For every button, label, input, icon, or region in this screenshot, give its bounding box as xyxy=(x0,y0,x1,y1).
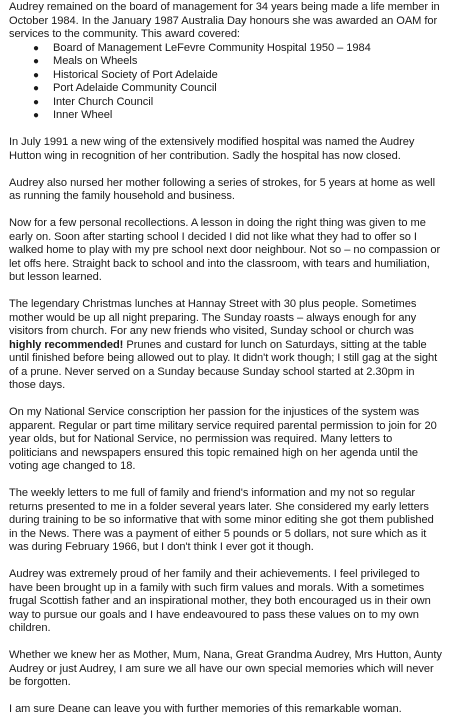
list-item xyxy=(33,82,443,96)
paragraph-gap xyxy=(9,393,443,407)
bullet-icon: ● xyxy=(33,83,39,94)
bullet-icon: ● xyxy=(33,69,39,81)
list-item xyxy=(33,96,443,110)
bullet-icon: ● xyxy=(33,96,39,108)
list-item-label: Board of Management LeFevre Community Hospital 1950 – 1984 xyxy=(53,41,371,54)
paragraph-gap xyxy=(9,555,443,569)
list-item-label: Port Adelaide Community Council xyxy=(53,82,217,94)
bullet-icon: ● xyxy=(33,42,39,54)
paragraph-recollections: Now for a few personal recollections. A lesson in doing the right thing was given to me early on. Soon after starting school I decided I did not like what they had to offer so I walked home to play with my pre school next door neighbour. Not so – no compassion or let offs here. Straight back to school and into the classroom, with tears and humiliation, but lesson learned. xyxy=(9,217,441,283)
paragraph-gap xyxy=(9,690,443,704)
list-item xyxy=(33,69,443,83)
list-item xyxy=(33,109,443,123)
paragraph-gap xyxy=(9,285,443,299)
paragraph-christmas-lunches xyxy=(9,298,443,393)
list-item xyxy=(33,42,443,56)
paragraph-gap xyxy=(9,163,443,177)
paragraph-gap xyxy=(9,474,443,488)
paragraph-gap xyxy=(9,123,443,137)
paragraph-board-oam: Audrey remained on the board of management for 34 years being made a life member in October 1984. In the January 1987 Australia Day honours she was awarded an OAM for services to the community. This award covered: xyxy=(9,1,440,40)
list-item-label: Meals on Wheels xyxy=(53,55,138,67)
paragraph-national-service: On my National Service conscription her passion for the injustices of the system was apparent. Regular or part time military service required parental permission to join for 20 year olds, but for National Service, no permission was required. Many letters to politicians and newspapers ensured this topic remained high on her agenda until the voting age changed to 18. xyxy=(9,406,437,472)
list-item-label: Inter Church Council xyxy=(53,95,154,108)
paragraph-gap xyxy=(9,204,443,218)
paragraph-memories: Whether we knew her as Mother, Mum, Nana, Great Grandma Audrey, Mrs Hutton, Aunty Audrey or just Audrey, I am sure we all have our own special memories which will never be forgotten. xyxy=(9,649,442,688)
paragraph-gap xyxy=(9,636,443,650)
paragraph-hospital-wing: In July 1991 a new wing of the extensively modified hospital was named the Audrey Hutton wing in recognition of her contribution. Sadly the hospital has now closed. xyxy=(9,136,415,162)
list-item-label: Historical Society of Port Adelaide xyxy=(53,68,218,81)
award-list xyxy=(9,42,443,123)
paragraph-nursing-mother: Audrey also nursed her mother following a series of strokes, for 5 years at home as well as running the family household and business. xyxy=(9,176,435,202)
paragraph-weekly-letters: The weekly letters to me full of family and friend's information and my not so regular returns presented to me in a folder several years later. She considered my early letters during training to be so informative that with some minor editing she got them published in the News. There was a payment of either 5 pounds or 5 dollars, not sure which as it was during February 1966, but I don't think I ever got it though. xyxy=(9,487,434,553)
bullet-icon: ● xyxy=(33,56,39,67)
emphasis-text: highly recommended! xyxy=(9,338,124,351)
paragraph-text: The legendary Christmas lunches at Hannay Street with 30 plus people. Sometimes mother would be up all night preparing. The Sunday roasts – always enough for any visitors from church. For any new friends who visited, Sunday school or church was xyxy=(9,298,417,337)
list-item xyxy=(33,55,443,69)
bullet-icon: ● xyxy=(33,110,39,121)
list-item-label: Inner Wheel xyxy=(53,109,113,121)
paragraph-family-pride: Audrey was extremely proud of her family and their achievements. I feel privileged to have been brought up in a family with such firm values and morals. With a sometimes frugal Scottish father and an inspirational mother, they both encouraged us in their own way to pursue our goals and I have endeavoured to pass these values on to my own children. xyxy=(9,568,431,634)
paragraph-closing: I am sure Deane can leave you with further memories of this remarkable woman. xyxy=(9,703,402,715)
paragraph-text: Prunes and custard for lunch on Saturdays, sitting at the table until finished before being allowed out to play. It didn't work though; I still gag at the sight of a prune. Never served on a Sunday because Sunday school started at 2.30pm in those days. xyxy=(9,338,438,391)
